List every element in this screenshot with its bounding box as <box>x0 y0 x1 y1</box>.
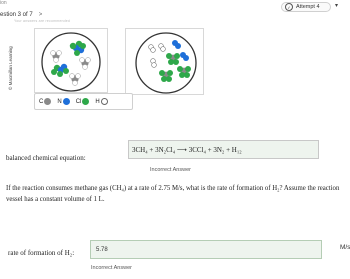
rate-feedback: Incorrect Answer <box>91 265 132 271</box>
attempt-dropdown[interactable] <box>281 2 331 12</box>
products-image <box>125 28 204 95</box>
rate-input[interactable] <box>90 240 322 259</box>
question-number: estion 3 of 7 <box>0 12 33 18</box>
attempt-label: Attempt 4 <box>296 4 320 10</box>
rate-value: 5.78 <box>96 246 108 253</box>
equation-input[interactable] <box>128 140 319 159</box>
legend-item-carbon: C <box>39 98 51 105</box>
legend-item-hydrogen: H <box>95 98 107 105</box>
equation-value: 3CH₄ + 3N₂Cl₄ ⟶ 3CCl₄ + 3N₂ + H₁₂ <box>132 145 242 154</box>
nitrogen-atom-icon <box>63 98 70 105</box>
carbon-atom-icon <box>44 98 51 105</box>
publisher-credit: © Macmillan Learning <box>8 46 13 90</box>
atom-legend <box>34 93 133 110</box>
top-fragment: ion <box>0 0 7 6</box>
equation-label: balanced chemical equation: <box>6 154 86 162</box>
nav-subtitle: Your answers are recommended <box>14 19 71 23</box>
check-icon: ✓ <box>285 3 293 11</box>
unit-label: M/s <box>340 244 350 251</box>
equation-feedback: Incorrect Answer <box>150 167 191 173</box>
chevron-down-icon[interactable]: ▾ <box>335 3 339 9</box>
legend-item-chlorine: Cl <box>76 98 90 105</box>
question-text: If the reaction consumes methane gas (CH₄) at a rate of 2.75 M/s, what is the rate of formation of H₂? Assume the reaction vessel has a constant volume of 1 L. <box>6 185 340 203</box>
question-navigator[interactable] <box>0 12 42 18</box>
rate-label: rate of formation of H₂: <box>8 249 75 257</box>
chlorine-atom-icon <box>82 98 89 105</box>
reactant-molecules <box>35 29 107 92</box>
reactants-image <box>34 28 108 93</box>
next-question-icon[interactable]: > <box>38 12 43 18</box>
product-molecules <box>126 29 203 94</box>
legend-item-nitrogen: N <box>57 98 69 105</box>
hydrogen-atom-icon <box>101 98 108 105</box>
